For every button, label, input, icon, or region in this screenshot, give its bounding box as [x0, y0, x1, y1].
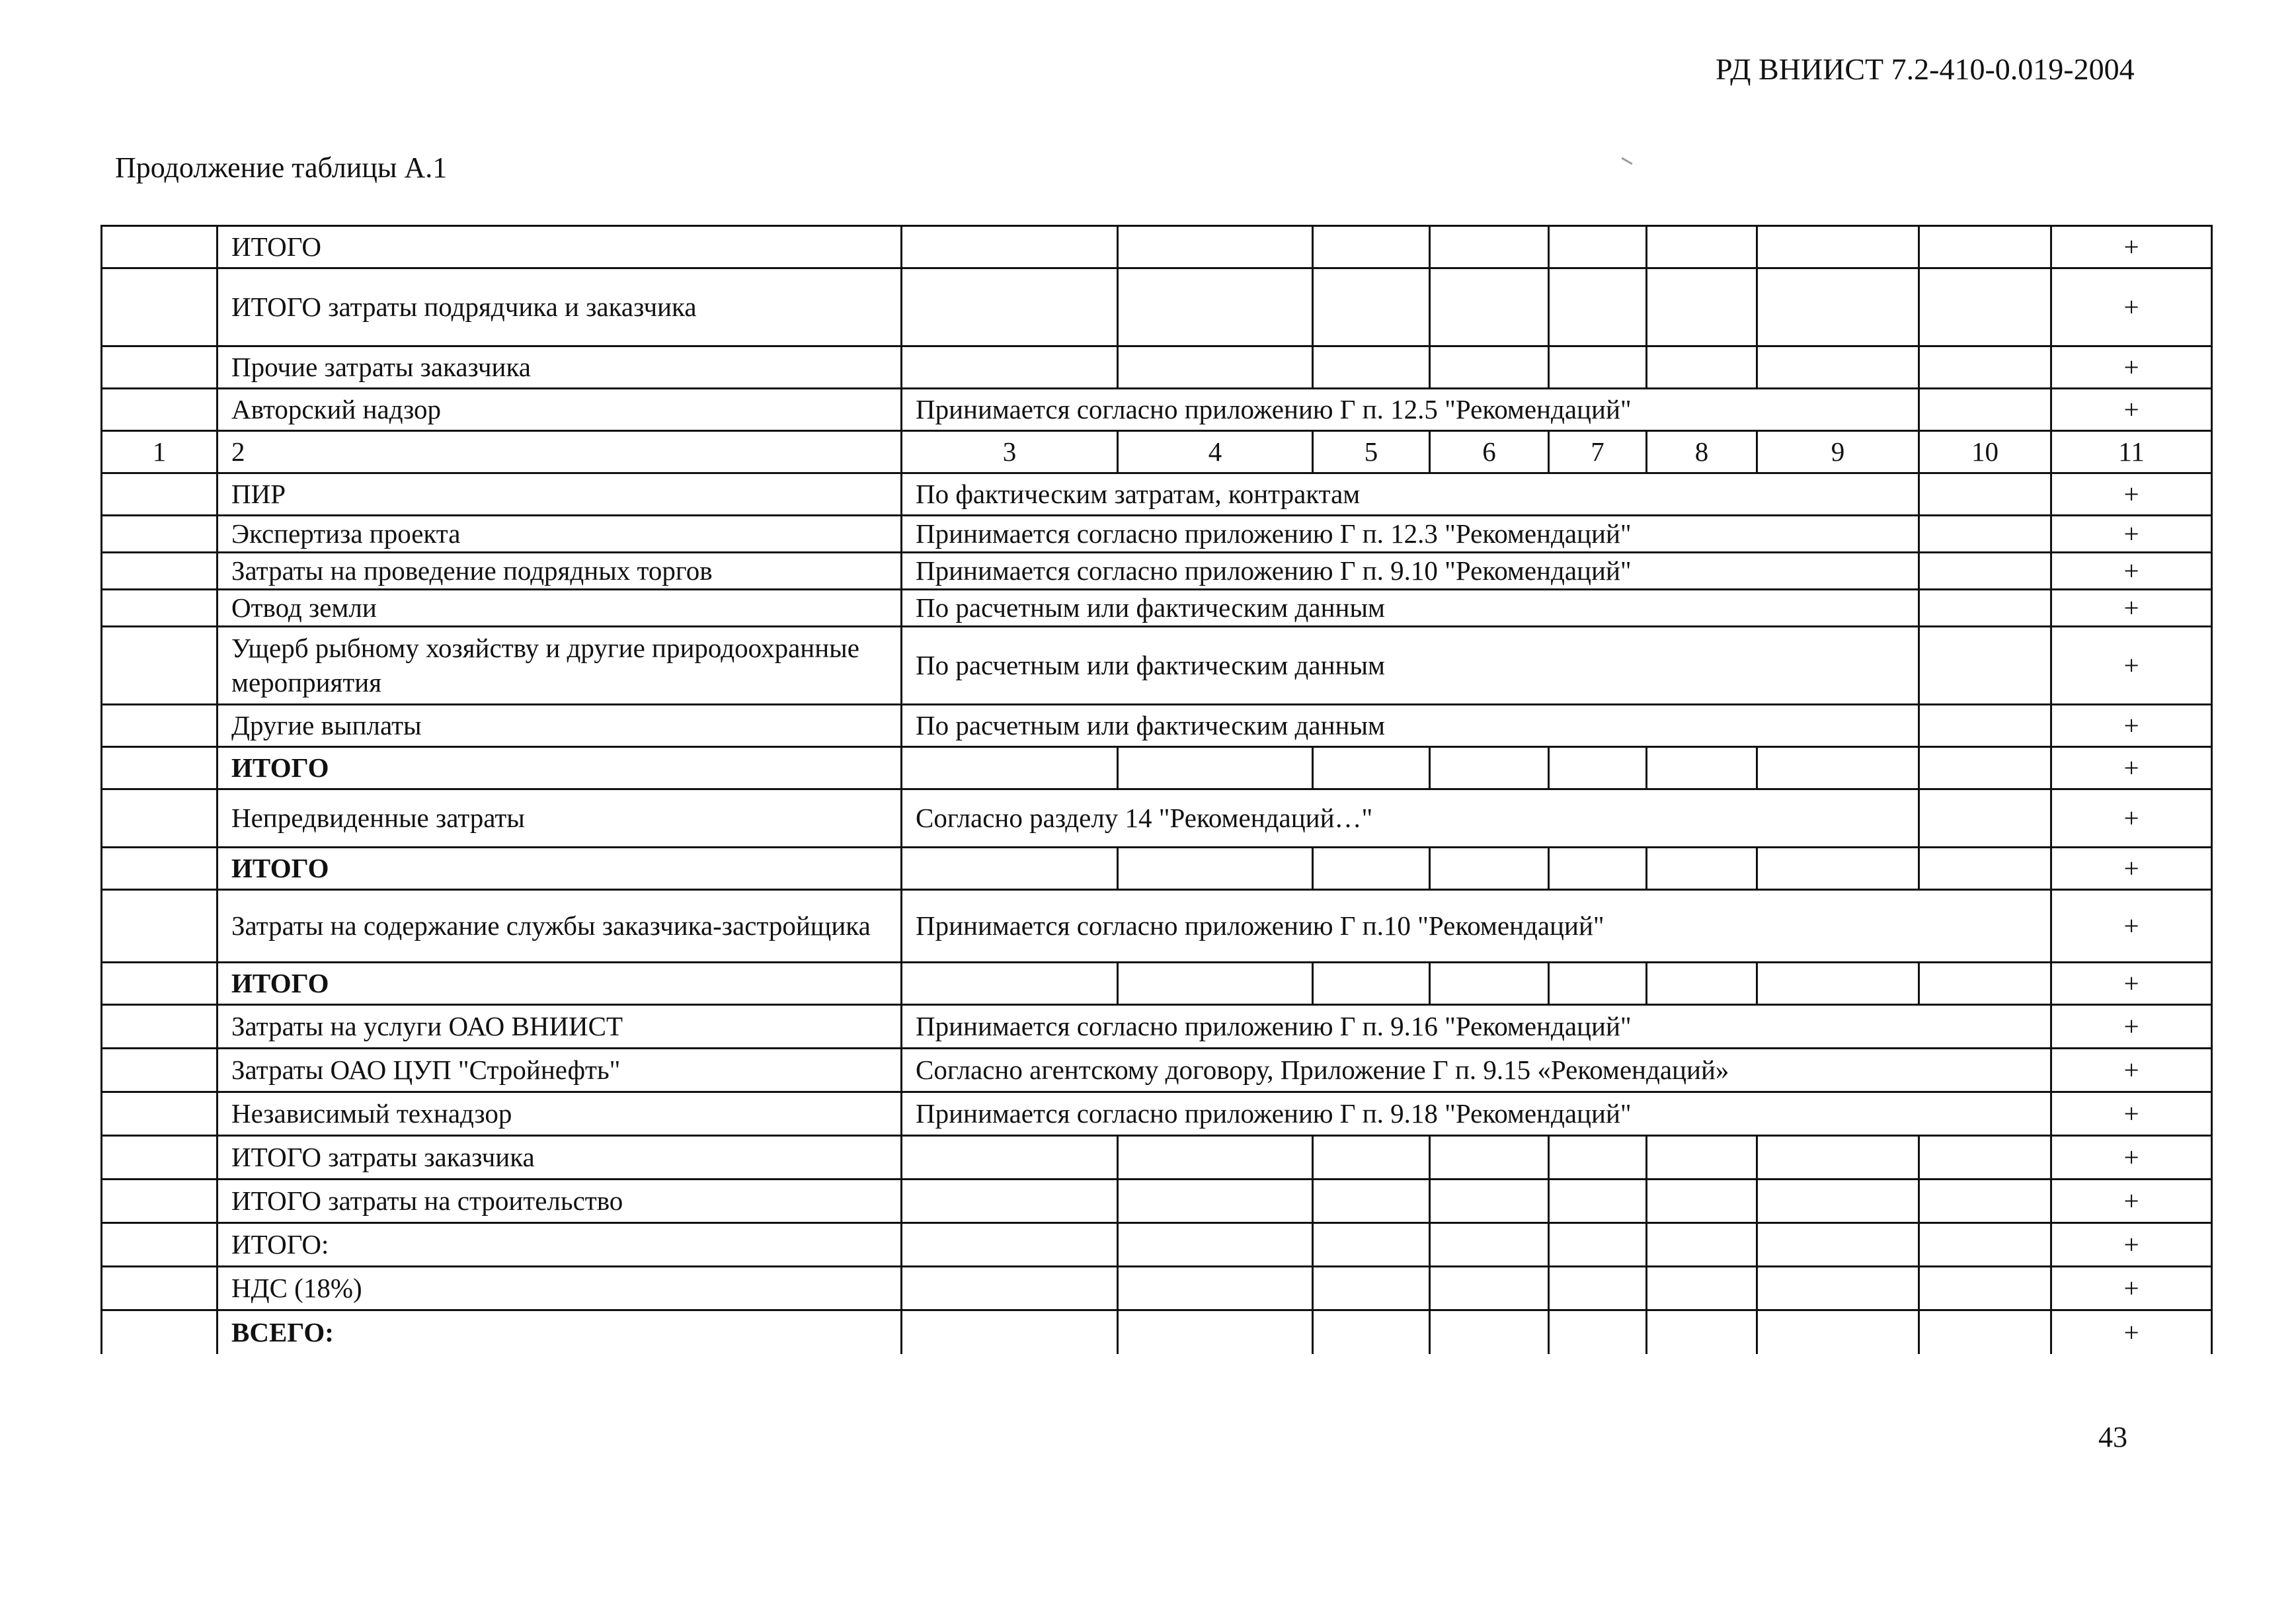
row-note: По фактическим затратам, контрактам	[902, 473, 1919, 516]
table-row	[102, 627, 2212, 705]
table-row	[102, 1180, 2212, 1223]
row-note: Принимается согласно приложению Г п. 9.10 "Рекомендаций"	[902, 553, 1919, 590]
row-mark: +	[2051, 1267, 2212, 1310]
row-mark: +	[2051, 890, 2212, 963]
document-code: РД ВНИИСТ 7.2-410-0.019-2004	[1716, 52, 2135, 86]
column-number: 8	[1647, 431, 1757, 473]
column-number: 4	[1118, 431, 1313, 473]
table-row	[102, 848, 2212, 890]
row-label: Затраты ОАО ЦУП "Стройнефть"	[218, 1049, 902, 1092]
table-row	[102, 789, 2212, 848]
row-mark: +	[2051, 1310, 2212, 1354]
row-mark: +	[2051, 1223, 2212, 1267]
table-row	[102, 346, 2212, 389]
table-row	[102, 268, 2212, 346]
table-row	[102, 389, 2212, 431]
row-label: ИТОГО	[218, 848, 902, 890]
table-row	[102, 1092, 2212, 1136]
row-label: ПИР	[218, 473, 902, 516]
row-note: Принимается согласно приложению Г п. 12.3 "Рекомендаций"	[902, 516, 1919, 553]
row-mark: +	[2051, 1092, 2212, 1136]
row-label: ИТОГО затраты заказчика	[218, 1136, 902, 1180]
row-label: ИТОГО	[218, 226, 902, 268]
scan-artifact	[1621, 157, 1632, 165]
row-note: Принимается согласно приложению Г п. 9.16 "Рекомендаций"	[902, 1005, 2051, 1049]
row-label: Затраты на проведение подрядных торгов	[218, 553, 902, 590]
column-number: 1	[102, 431, 218, 473]
table-row	[102, 747, 2212, 789]
table-row	[102, 473, 2212, 516]
table-row	[102, 1310, 2212, 1354]
row-mark: +	[2051, 1136, 2212, 1180]
table-row	[102, 1005, 2212, 1049]
table-row	[102, 705, 2212, 747]
column-number: 3	[902, 431, 1118, 473]
row-label: ИТОГО	[218, 963, 902, 1005]
row-note: По расчетным или фактическим данным	[902, 705, 1919, 747]
table-row	[102, 1223, 2212, 1267]
row-label: Независимый технадзор	[218, 1092, 902, 1136]
column-number: 5	[1313, 431, 1430, 473]
row-label: Отвод земли	[218, 590, 902, 627]
table-row	[102, 963, 2212, 1005]
row-mark: +	[2051, 627, 2212, 705]
row-label: Затраты на услуги ОАО ВНИИСТ	[218, 1005, 902, 1049]
row-mark: +	[2051, 590, 2212, 627]
table-row	[102, 1136, 2212, 1180]
row-label: Другие выплаты	[218, 705, 902, 747]
row-mark: +	[2051, 1049, 2212, 1092]
row-mark: +	[2051, 1180, 2212, 1223]
row-label: Непредвиденные затраты	[218, 789, 902, 848]
row-note: Принимается согласно приложению Г п. 12.5 "Рекомендаций"	[902, 389, 1919, 431]
row-mark: +	[2051, 747, 2212, 789]
table-row	[102, 890, 2212, 963]
row-mark: +	[2051, 789, 2212, 848]
row-mark: +	[2051, 963, 2212, 1005]
row-note: По расчетным или фактическим данным	[902, 590, 1919, 627]
row-mark: +	[2051, 1005, 2212, 1049]
row-mark: +	[2051, 553, 2212, 590]
table-continuation-caption: Продолжение таблицы А.1	[115, 151, 448, 184]
row-label: Экспертиза проекта	[218, 516, 902, 553]
table-row	[102, 1267, 2212, 1310]
row-label: ИТОГО:	[218, 1223, 902, 1267]
column-number: 7	[1549, 431, 1647, 473]
row-mark: +	[2051, 705, 2212, 747]
row-note: Принимается согласно приложению Г п. 9.18 "Рекомендаций"	[902, 1092, 2051, 1136]
row-label: Ущерб рыбному хозяйству и другие природоохранные мероприятия	[218, 627, 902, 705]
row-label: Затраты на содержание службы заказчика-застройщика	[218, 890, 902, 963]
table-row	[102, 553, 2212, 590]
table-row	[102, 516, 2212, 553]
row-label: ИТОГО затраты на строительство	[218, 1180, 902, 1223]
row-mark: +	[2051, 346, 2212, 389]
row-label: Авторский надзор	[218, 389, 902, 431]
column-number: 2	[218, 431, 902, 473]
table-row	[102, 1049, 2212, 1092]
cell	[102, 226, 218, 268]
column-number-row	[102, 431, 2212, 473]
row-mark: +	[2051, 516, 2212, 553]
row-note: Принимается согласно приложению Г п.10 "Рекомендаций"	[902, 890, 2051, 963]
cost-table	[100, 225, 2213, 1354]
row-label: ИТОГО	[218, 747, 902, 789]
row-mark: +	[2051, 473, 2212, 516]
row-mark: +	[2051, 268, 2212, 346]
row-note: Согласно агентскому договору, Приложение Г п. 9.15 «Рекомендаций»	[902, 1049, 2051, 1092]
table-row	[102, 226, 2212, 268]
table-row	[102, 590, 2212, 627]
column-number: 6	[1430, 431, 1549, 473]
row-mark: +	[2051, 848, 2212, 890]
row-label: ИТОГО затраты подрядчика и заказчика	[218, 268, 902, 346]
column-number: 10	[1919, 431, 2051, 473]
column-number: 9	[1757, 431, 1919, 473]
row-mark: +	[2051, 226, 2212, 268]
column-number: 11	[2051, 431, 2212, 473]
row-note: По расчетным или фактическим данным	[902, 627, 1919, 705]
row-mark: +	[2051, 389, 2212, 431]
row-note: Согласно разделу 14 "Рекомендаций…"	[902, 789, 1919, 848]
row-label: Прочие затраты заказчика	[218, 346, 902, 389]
page-number: 43	[2098, 1421, 2127, 1453]
row-label: ВСЕГО:	[218, 1310, 902, 1354]
row-label: НДС (18%)	[218, 1267, 902, 1310]
